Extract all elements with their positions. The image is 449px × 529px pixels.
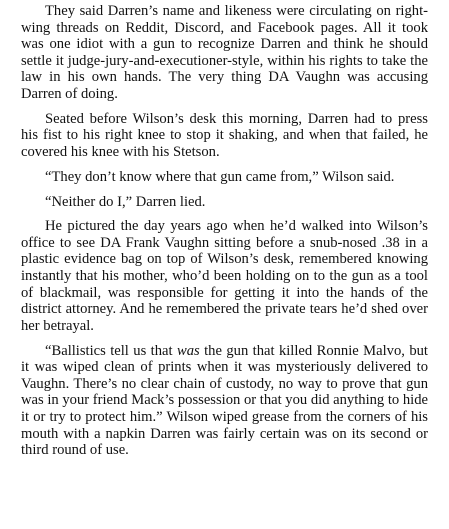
paragraph-6-text-b: the gun that killed Ronnie Malvo, but it was wiped clean of prints when it was mysteriously delivered to Vaughn. There’s no clear chain of custody, no way to prove that gun was in your friend Mack’s possession or that you did anything to hide it or try to protect him.” Wilson wiped grease from the corners of his mouth with a napkin Darren was fairly certain was on its second or third round of use. [21,342,428,459]
paragraph-5-text: He pictured the day years ago when he’d walked into Wilson’s office to see DA Frank Vaughn sitting before a snub-nosed .38 in a plastic evidence bag on top of Wilson’s desk, remembered knowing instantly that his mother, who’d been holding on to the gun as a tool of blackmail, was responsible for getting it into the hands of the district attorney. And he remembered the private tears he’d shed over her betrayal. [21,218,428,334]
paragraph-5 [21,218,428,334]
paragraph-3-text: “They don’t know where that gun came from,” Wilson said. [45,168,395,185]
paragraph-4 [21,194,428,211]
paragraph-6-text-a: “Ballistics tell us that [45,342,177,359]
paragraph-1 [21,3,428,103]
paragraph-2-text: Seated before Wilson’s desk this morning, Darren had to press his fist to his right knee to stop it shaking, and when that failed, he covered his knee with his Stetson. [21,110,428,160]
paragraph-6-emphasis: was [176,342,200,359]
paragraph-3 [21,169,428,186]
paragraph-1-text: They said Darren’s name and likeness were circulating on right-wing threads on Reddit, Discord, and Facebook pages. All it took was one idiot with a gun to recognize Darren and think he should settle it judge-jury-and-executioner-style, within his rights to take the law in his own hands. The very thing DA Vaughn was accusing Darren of doing. [21,3,428,102]
paragraph-6 [21,343,428,459]
paragraph-2 [21,111,428,161]
paragraph-4-text: “Neither do I,” Darren lied. [45,193,206,210]
